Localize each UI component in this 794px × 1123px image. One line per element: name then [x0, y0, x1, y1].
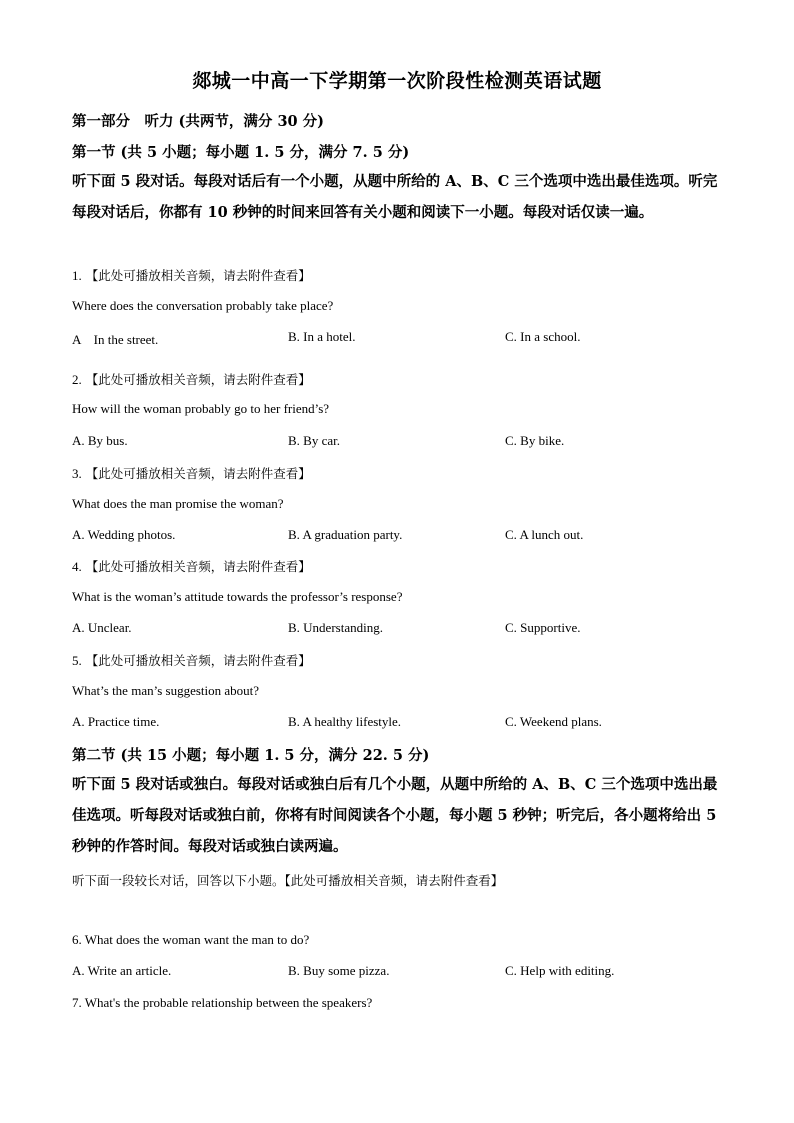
section1-instructions: 听下面 5 段对话。每段对话后有一个小题，从题中所给的 A、B、C 三个选项中选出最佳选项。听完每段对话后，你都有 10 秒钟的时间来回答有关小题和阅读下一小题。每段对话仅读一遍。	[72, 173, 718, 221]
question-4-option-b[interactable]: B. Understanding.	[288, 620, 383, 635]
question-1-option-b[interactable]: B. In a hotel.	[288, 329, 356, 344]
question-3-text: What does the man promise the woman?	[72, 496, 284, 511]
question-5-header	[72, 651, 311, 670]
long-dialog-note: 听下面一段较长对话，回答以下小题。【此处可播放相关音频，请去附件查看】	[72, 873, 504, 888]
audio-note: 【此处可播放相关音频，请去附件查看】	[85, 466, 311, 481]
question-number: 5.	[72, 653, 82, 668]
exam-title: 郯城一中高一下学期第一次阶段性检测英语试题	[192, 70, 602, 92]
question-1-option-c[interactable]: C. In a school.	[505, 329, 581, 344]
question-1-text: Where does the conversation probably take place?	[72, 298, 334, 313]
question-2-option-c[interactable]: C. By bike.	[505, 433, 565, 448]
audio-note: 【此处可播放相关音频，请去附件查看】	[85, 372, 311, 387]
question-1-option-a[interactable]: A In the street.	[72, 332, 159, 347]
question-4-option-c[interactable]: C. Supportive.	[505, 620, 581, 635]
audio-note: 【此处可播放相关音频，请去附件查看】	[85, 653, 311, 668]
question-3-option-a[interactable]: A. Wedding photos.	[72, 527, 176, 542]
question-6-option-a[interactable]: A. Write an article.	[72, 963, 172, 978]
question-3-option-c[interactable]: C. A lunch out.	[505, 527, 584, 542]
question-4-option-a[interactable]: A. Unclear.	[72, 620, 132, 635]
question-4-text: What is the woman’s attitude towards the professor’s response?	[72, 589, 403, 604]
question-7-text: 7. What's the probable relationship between the speakers?	[72, 995, 373, 1010]
question-5-option-c[interactable]: C. Weekend plans.	[505, 714, 602, 729]
audio-note: 【此处可播放相关音频，请去附件查看】	[85, 559, 311, 574]
question-2-option-a[interactable]: A. By bus.	[72, 433, 128, 448]
question-3-header	[72, 464, 311, 483]
part1-heading: 第一部分 听力 (共两节，满分 30 分)	[72, 113, 325, 130]
question-5-text: What’s the man’s suggestion about?	[72, 683, 260, 698]
question-5-option-b[interactable]: B. A healthy lifestyle.	[288, 714, 402, 729]
question-1-header	[72, 266, 311, 285]
question-6-option-b[interactable]: B. Buy some pizza.	[288, 963, 390, 978]
question-number: 2.	[72, 372, 82, 387]
question-2-option-b[interactable]: B. By car.	[288, 433, 340, 448]
question-3-option-b[interactable]: B. A graduation party.	[288, 527, 403, 542]
question-2-text: How will the woman probably go to her friend’s?	[72, 401, 330, 416]
question-4-header	[72, 557, 311, 576]
section2-heading: 第二节 (共 15 小题；每小题 1. 5 分，满分 22. 5 分)	[72, 747, 430, 764]
audio-note: 【此处可播放相关音频，请去附件查看】	[85, 268, 311, 283]
question-6-text: 6. What does the woman want the man to do?	[72, 932, 310, 947]
question-number: 1.	[72, 268, 82, 283]
question-5-option-a[interactable]: A. Practice time.	[72, 714, 160, 729]
question-number: 4.	[72, 559, 82, 574]
question-number: 3.	[72, 466, 82, 481]
question-6-option-c[interactable]: C. Help with editing.	[505, 963, 615, 978]
section1-heading: 第一节 (共 5 小题；每小题 1. 5 分，满分 7. 5 分)	[72, 144, 410, 161]
question-2-header	[72, 370, 311, 389]
section2-instructions: 听下面 5 段对话或独白。每段对话或独白后有几个小题，从题中所给的 A、B、C 三个选项中选出最佳选项。听每段对话或独白前，你将有时间阅读各个小题，每小题 5 秒钟；听完后，各小题将给出 5 秒钟的作答时间。每段对话或独白读两遍。	[72, 776, 718, 855]
